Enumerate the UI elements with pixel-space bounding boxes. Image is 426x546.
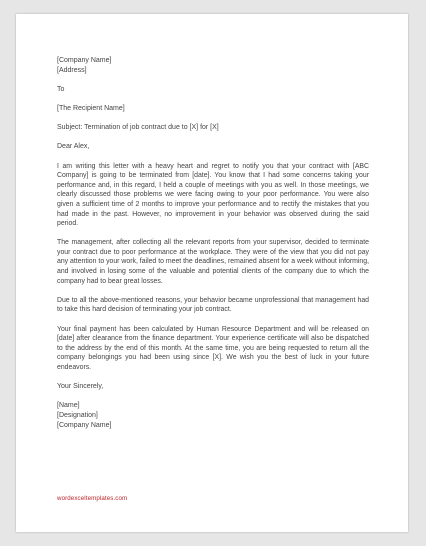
salutation: Dear Alex, xyxy=(57,143,90,151)
sender-company: [Company Name] xyxy=(57,57,112,64)
signature-designation: [Designation] xyxy=(57,411,98,419)
paragraph-3: Due to all the above-mentioned reasons, your behavior became unprofessional that management had to take this hard decision of terminating your job contract. xyxy=(57,296,369,314)
subject-line: Subject: Termination of job contract due to [X] for [X] xyxy=(57,124,219,132)
paragraph-1: I am writing this letter with a heavy heart and regret to notify you that your contract with [ABC Company] is going to be terminated from [date]. You know that I had some concerns taking your performance and, in this regard, I held a couple of meetings with you as well. In those meetings, we clearly discussed those problems we were facing owing to your poor performance. You were also given a sufficient time of 2 months to improve your performance and to rectify the mistakes that you had made in the past. However, no improvement in your behavior was observed during the said period. xyxy=(57,162,369,228)
signature-name: [Name] xyxy=(57,402,80,410)
paragraph-4: Your final payment has been calculated by Human Resource Department and will be released on [date] after clearance from the finance department. Your experience certificate will also be dispatched to the address by the end of this month. At the same time, you are being requested to return all the company belongings you had been using since [X]. We wish you the best of luck in your future endeavors. xyxy=(57,325,369,371)
signature-company: [Company Name] xyxy=(57,421,112,429)
paragraph-2: The management, after collecting all the relevant reports from your supervisor, decided to terminate your contract due to poor performance at the workplace. They were of the view that you did not pay any attention to your work, failed to meet the deadlines, remained absent for a week without informing, and involved in losing some of the valuable and potential clients of the company due to which the company had to bear great losses. xyxy=(57,239,369,285)
letter-body xyxy=(57,56,369,430)
recipient-name: [The Recipient Name] xyxy=(57,104,125,112)
closing: Your Sincerely, xyxy=(57,383,104,391)
footer-website: wordexceltemplates.com xyxy=(57,495,128,502)
sender-address: [Address] xyxy=(57,66,87,74)
letter-page xyxy=(16,14,408,532)
to-label: To xyxy=(57,85,65,93)
